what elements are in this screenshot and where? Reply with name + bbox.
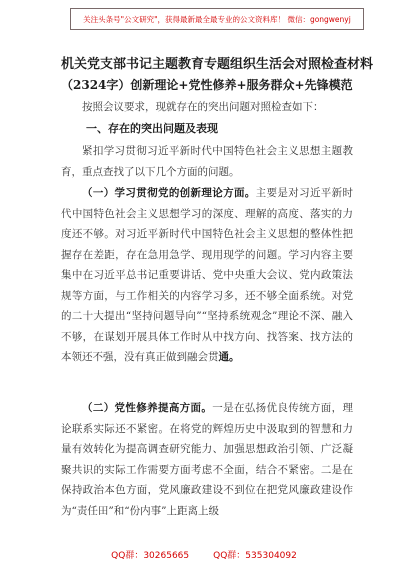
body-paragraph-2 [61, 183, 353, 368]
footer-qq-group-1: QQ群：30265665 [111, 551, 190, 561]
point-2-body: 一是在弘扬优良传统方面，理论联系实际还不紧密。在将党的辉煌历史中汲取到的智慧和力量有效转化为提高调查研究能力、加强思想政治引领、广泛凝聚共识的实际工作需要方面考虑不全面，结合不紧密。二是在保持政治本色方面，党风廉政建设不到位在把党风廉政建设作为“责任田”和“份内事”上距离上级 [61, 402, 353, 517]
document-title: 机关党支部书记主题教育专题组织生活会对照检查材料 [61, 57, 374, 72]
promo-banner-text: 关注头条号"公文研究"，获得最新最全最专业的公文资料库！ 微信：gongwenyj [83, 14, 351, 24]
intro-paragraph: 按照会议要求，现就存在的突出问题对照检查如下： [82, 101, 324, 113]
point-2-heading: （二）党性修养提高方面。 [82, 402, 213, 414]
point-1-end: 通。 [218, 351, 240, 363]
point-1-body: 主要是对习近平新时代中国特色社会主义思想学习的深度、理解的高度、落实的力度还不够。对习近平新时代中国特色社会主义思想的整体性把握存在差距，存在急用急学、现用现学的问题。学习内容主要集中在习近平总书记重要讲话、党中央重大会议、党内政策法规等方面，与工作相关的内容学习多，还不够全面系统。对党的二十大提出“坚持问题导向”“坚持系统观念”理论不深、融入不够，在谋划开展具体工作时从中找方向、找答案、找方法的本领还不强，没有真正做到融会贯 [61, 187, 354, 363]
promo-banner [70, 8, 364, 30]
section-heading: 一、存在的突出问题及表现 [86, 122, 218, 135]
document-subtitle: （2324字）创新理论+党性修养+服务群众+先锋模范 [61, 78, 353, 92]
footer-contact [0, 548, 408, 561]
footer-qq-group-2: QQ群：535304092 [213, 551, 297, 561]
body-paragraph-3 [61, 398, 353, 521]
point-1-heading: （一）学习贯彻党的创新理论方面。 [82, 187, 256, 199]
body-paragraph-1: 紧扣学习贯彻习近平新时代中国特色社会主义思想主题教育，重点查找了以下几个方面的问题。 [61, 145, 353, 178]
